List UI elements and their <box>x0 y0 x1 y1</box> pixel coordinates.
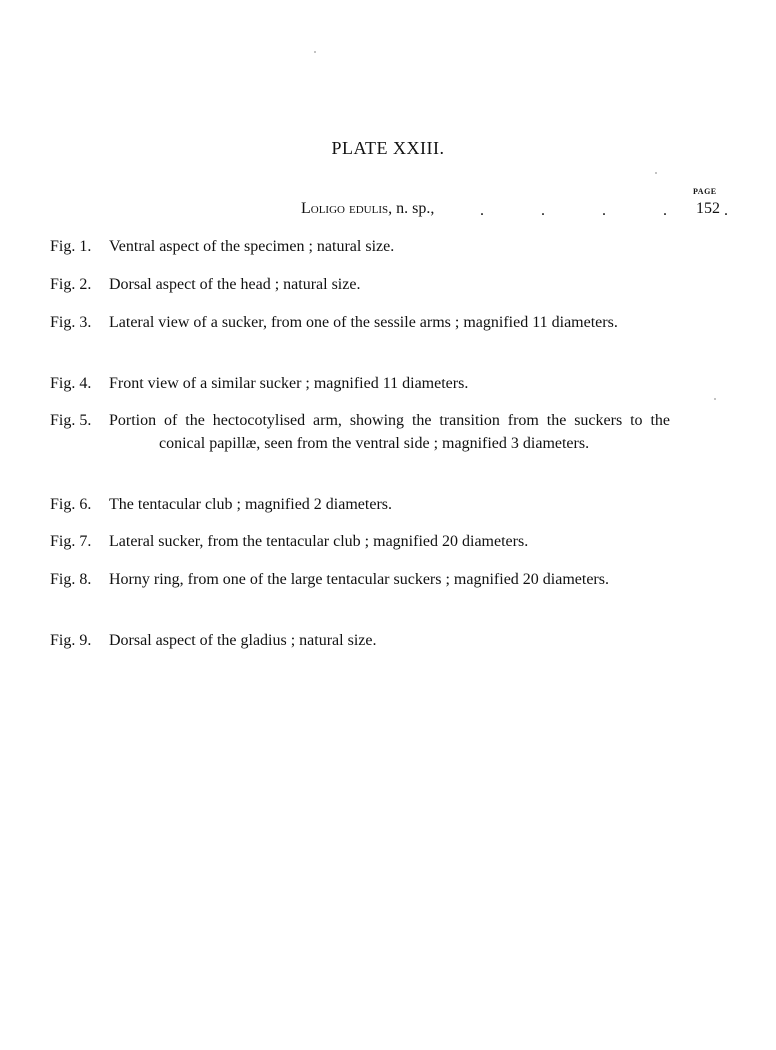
figure-caption: Lateral view of a sucker, from one of the sessile arms ; magnified 11 diameters. <box>109 314 618 331</box>
leader-dot: . <box>480 202 484 219</box>
figure-entry <box>50 311 670 334</box>
figure-label: Fig. 1. <box>50 238 92 255</box>
figure-entry <box>50 493 670 516</box>
leader-dot: . <box>663 202 667 219</box>
figure-caption: Portion of the hectocotylised arm, showing the transition from the suckers to the conical papillæ, seen from the ventral side ; magnified 3 diameters. <box>109 412 670 452</box>
figure-entry <box>50 372 670 395</box>
plate-title: PLATE XXIII. <box>331 138 445 158</box>
print-speck <box>314 51 316 53</box>
figure-label: Fig. 5. <box>50 412 92 429</box>
leader-dot: . <box>541 202 545 219</box>
figure-caption: Front view of a similar sucker ; magnified 11 diameters. <box>109 375 469 392</box>
figure-entry <box>50 568 670 591</box>
species-entry <box>301 200 434 218</box>
page-column-heading: PAGE <box>693 187 717 196</box>
figure-label: Fig. 8. <box>50 571 92 588</box>
figure-caption: The tentacular club ; magnified 2 diameters. <box>109 496 392 513</box>
figure-entry <box>50 235 670 258</box>
figure-label: Fig. 9. <box>50 632 92 649</box>
species-page-number: 152 <box>696 200 720 217</box>
figure-label: Fig. 3. <box>50 314 92 331</box>
figure-entry <box>50 530 670 553</box>
figure-entry <box>50 409 670 455</box>
figure-caption: Lateral sucker, from the tentacular club ; magnified 20 diameters. <box>109 533 529 550</box>
print-speck <box>655 172 657 174</box>
figure-entry <box>50 273 670 296</box>
figure-caption: Horny ring, from one of the large tentacular suckers ; magnified 20 diameters. <box>109 571 609 588</box>
leader-dot: . <box>602 202 606 219</box>
print-speck <box>714 398 716 400</box>
figure-caption: Ventral aspect of the specimen ; natural size. <box>109 238 395 255</box>
figure-caption: Dorsal aspect of the gladius ; natural size. <box>109 632 377 649</box>
figure-label: Fig. 2. <box>50 276 92 293</box>
leader-dot: . <box>724 202 728 219</box>
figure-label: Fig. 6. <box>50 496 92 513</box>
figure-caption: Dorsal aspect of the head ; natural size. <box>109 276 361 293</box>
figure-label: Fig. 4. <box>50 375 92 392</box>
species-name: Loligo edulis <box>301 200 389 217</box>
species-suffix: , n. sp., <box>388 200 435 217</box>
figure-entry <box>50 629 670 652</box>
figure-label: Fig. 7. <box>50 533 92 550</box>
